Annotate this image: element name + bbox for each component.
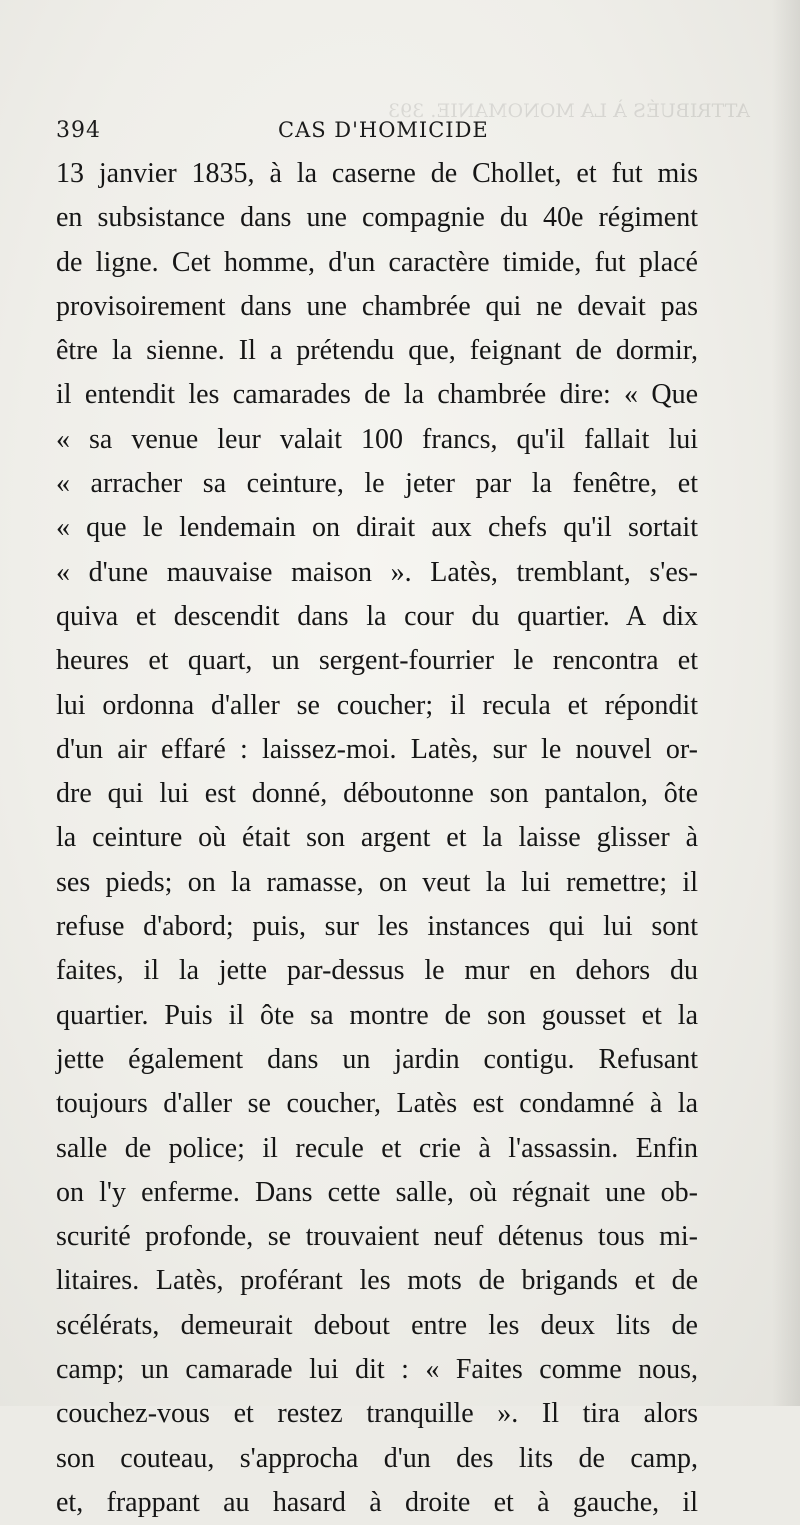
text-line: jette également dans un jardin contigu. Refusant: [56, 1043, 698, 1075]
text-line: dre qui lui est donné, déboutonne son pantalon, ôte: [56, 778, 698, 810]
text-line: son couteau, s'approcha d'un des lits de camp,: [56, 1442, 698, 1474]
page-number: 394: [56, 118, 101, 143]
text-line: d'un air effaré : laissez-moi. Latès, sur le nouvel or-: [56, 733, 698, 765]
text-line: lui ordonna d'aller se coucher; il recula et répondit: [56, 689, 698, 721]
text-line: ses pieds; on la ramasse, on veut la lui remettre; il: [56, 866, 698, 898]
text-line: refuse d'abord; puis, sur les instances qui lui sont: [56, 911, 698, 943]
text-line: quiva et descendit dans la cour du quartier. A dix: [56, 600, 698, 632]
text-line: scélérats, demeurait debout entre les deux lits de: [56, 1309, 698, 1341]
text-line: la ceinture où était son argent et la laisse glisser à: [56, 822, 698, 854]
text-line: couchez-vous et restez tranquille ». Il tira alors: [56, 1398, 698, 1430]
page-header: [56, 112, 696, 152]
text-line: « que le lendemain on dirait aux chefs qu'il sortait: [56, 512, 698, 544]
text-line: toujours d'aller se coucher, Latès est condamné à la: [56, 1088, 698, 1120]
text-line: quartier. Puis il ôte sa montre de son gousset et la: [56, 999, 698, 1031]
text-line: et, frappant au hasard à droite et à gauche, il: [56, 1486, 698, 1518]
text-line: « arracher sa ceinture, le jeter par la fenêtre, et: [56, 468, 698, 500]
text-line: 13 janvier 1835, à la caserne de Chollet, et fut mis: [56, 158, 698, 189]
text-line: camp; un camarade lui dit : « Faites comme nous,: [56, 1354, 698, 1386]
page-edge-shadow: [772, 0, 800, 1406]
text-line: « sa venue leur valait 100 francs, qu'il fallait lui: [56, 423, 698, 455]
text-line: on l'y enferme. Dans cette salle, où régnait une ob-: [56, 1176, 698, 1208]
text-line: faites, il la jette par-dessus le mur en dehors du: [56, 955, 698, 987]
running-title: CAS D'HOMICIDE: [278, 118, 489, 142]
text-line: salle de police; il recule et crie à l'assassin. Enfin: [56, 1132, 698, 1164]
text-line: en subsistance dans une compagnie du 40e régiment: [56, 202, 698, 234]
text-line: litaires. Latès, proférant les mots de brigands et de: [56, 1265, 698, 1297]
text-line: être la sienne. Il a prétendu que, feignant de dormir,: [56, 335, 698, 367]
bleed-through-text: ATTRIBUÉS À LA MONOMANIE. 393: [388, 100, 750, 122]
text-line: de ligne. Cet homme, d'un caractère timide, fut placé: [56, 246, 698, 278]
text-line: scurité profonde, se trouvaient neuf détenus tous mi-: [56, 1221, 698, 1253]
text-line: « d'une mauvaise maison ». Latès, tremblant, s'es-: [56, 556, 698, 588]
text-line: heures et quart, un sergent-fourrier le rencontra et: [56, 645, 698, 677]
body-text: [56, 152, 698, 1525]
text-line: il entendit les camarades de la chambrée dire: « Que: [56, 379, 698, 411]
text-line: provisoirement dans une chambrée qui ne devait pas: [56, 290, 698, 322]
